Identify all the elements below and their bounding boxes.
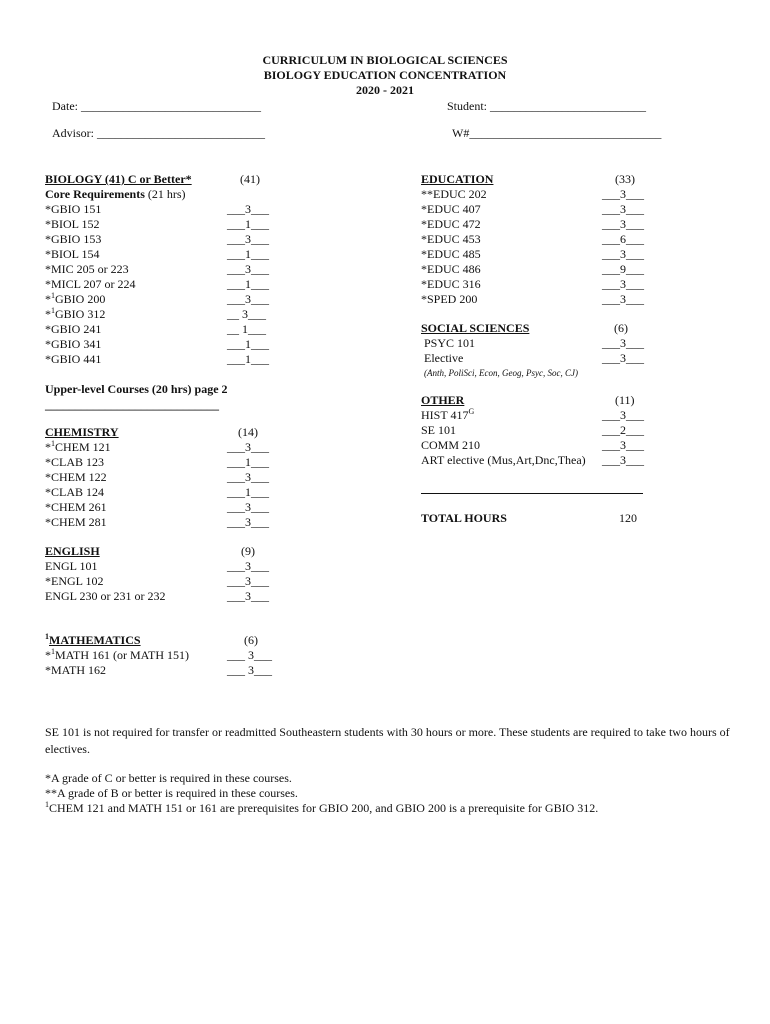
date-field[interactable]: Date: ______________________________: [52, 99, 261, 113]
course-label: *GBIO 241: [45, 322, 102, 336]
course-prefix: *: [45, 292, 51, 306]
course-name: [421, 408, 474, 422]
course-row: [421, 217, 661, 232]
course-label: GBIO 200: [55, 292, 106, 306]
course-name: [45, 589, 166, 603]
other-course-list: [421, 408, 661, 468]
credit-entry[interactable]: ___1___: [227, 485, 269, 499]
mathematics-total: (6): [244, 633, 258, 647]
course-label: CHEM 121: [55, 440, 111, 454]
course-name: [421, 438, 480, 452]
course-name: [45, 500, 107, 514]
course-label: *EDUC 453: [421, 232, 481, 246]
course-name: [45, 648, 189, 662]
course-label: HIST 417: [421, 408, 469, 422]
course-name: [421, 336, 475, 350]
education-total: (33): [615, 172, 635, 186]
biology-section: [45, 172, 285, 413]
course-row: [421, 292, 661, 307]
document-title: [0, 53, 770, 98]
course-row: [421, 247, 661, 262]
course-label: *CHEM 281: [45, 515, 107, 529]
social-sciences-total: (6): [614, 321, 628, 335]
course-label: SE 101: [421, 423, 457, 437]
course-row: [45, 589, 285, 604]
course-label: *CHEM 261: [45, 500, 107, 514]
course-row: [45, 292, 285, 307]
course-label: *EDUC 486: [421, 262, 481, 276]
course-label: *GBIO 153: [45, 232, 102, 246]
mathematics-heading-superscript: 1: [45, 632, 49, 641]
course-row: [421, 187, 661, 202]
credit-entry[interactable]: ___3___: [227, 574, 269, 588]
credit-entry[interactable]: ___3___: [602, 202, 644, 216]
credit-entry[interactable]: __ 1___: [227, 322, 266, 336]
course-name: [45, 663, 106, 677]
chemistry-course-list: [45, 440, 285, 530]
credit-entry[interactable]: ___3___: [227, 292, 269, 306]
course-name: [45, 352, 101, 366]
course-name: [45, 277, 136, 291]
course-label: *MATH 162: [45, 663, 107, 677]
credit-entry[interactable]: ___3___: [602, 408, 644, 422]
course-label: GBIO 312: [55, 307, 106, 321]
title-line-1: CURRICULUM IN BIOLOGICAL SCIENCES: [262, 53, 508, 67]
course-name: [45, 292, 105, 306]
course-name: [421, 277, 481, 291]
course-label: *GBIO 151: [45, 202, 102, 216]
course-label: *BIOL 152: [45, 217, 100, 231]
course-superscript: 1: [51, 439, 55, 448]
course-prefix: *: [45, 440, 51, 454]
course-row: [45, 322, 285, 337]
prerequisite-text: CHEM 121 and MATH 151 or 161 are prerequisites for GBIO 200, and GBIO 200 is a prerequisite for GBIO 312.: [49, 801, 599, 815]
credit-entry[interactable]: ___3___: [602, 292, 644, 306]
biology-course-list: [45, 202, 285, 367]
advisor-field[interactable]: Advisor: ____________________________: [52, 126, 265, 140]
mathematics-section: [45, 633, 285, 678]
course-name: [45, 232, 101, 246]
grade-b-note: **A grade of B or better is required in these courses.: [45, 786, 298, 800]
course-label: Elective: [424, 351, 464, 365]
credit-entry[interactable]: ___1___: [227, 352, 269, 366]
credit-entry[interactable]: ___1___: [227, 217, 269, 231]
upper-level-entry-line[interactable]: _____________________________: [45, 398, 219, 412]
course-label: *ENGL 102: [45, 574, 104, 588]
course-name: [45, 515, 107, 529]
course-row: [45, 232, 285, 247]
course-label: *GBIO 441: [45, 352, 102, 366]
course-label: *CLAB 124: [45, 485, 105, 499]
course-row: [45, 500, 285, 515]
course-row: [45, 217, 285, 232]
course-row: [45, 337, 285, 352]
credit-entry[interactable]: ___6___: [602, 232, 644, 246]
biology-total: (41): [240, 172, 260, 186]
course-row: [421, 262, 661, 277]
education-section: [421, 172, 661, 307]
course-name: [45, 247, 100, 261]
course-prefix: *: [45, 648, 51, 662]
credit-entry[interactable]: ___1___: [227, 277, 269, 291]
course-row: [45, 247, 285, 262]
course-row: [45, 455, 285, 470]
credit-entry[interactable]: ___3___: [227, 440, 269, 454]
course-label: COMM 210: [421, 438, 481, 452]
course-superscript: 1: [51, 306, 55, 315]
course-name: [45, 217, 100, 231]
se101-note: SE 101 is not required for transfer or readmitted Southeastern students with 30 hours or more. These students are required to take two hours of electives.: [45, 725, 730, 756]
course-name: [421, 292, 477, 306]
course-row: [421, 232, 661, 247]
course-name: [421, 187, 487, 201]
biology-heading: BIOLOGY (41) C or Better*: [45, 172, 192, 186]
course-name: [45, 455, 104, 469]
course-name: [421, 262, 481, 276]
course-label: **EDUC 202: [421, 187, 487, 201]
course-prefix: *: [45, 307, 51, 321]
education-course-list: [421, 187, 661, 307]
credit-entry[interactable]: ___3___: [602, 187, 644, 201]
course-row: [45, 648, 285, 663]
course-row: [45, 440, 285, 455]
credit-entry[interactable]: ___3___: [227, 559, 269, 573]
core-requirements-hours: (21 hrs): [144, 187, 186, 201]
course-name: [421, 247, 481, 261]
course-name: [45, 559, 98, 573]
academic-year: 2020 - 2021: [356, 83, 414, 97]
credit-entry[interactable]: ___3___: [227, 470, 269, 484]
course-row: [45, 515, 285, 530]
course-label: ART elective (Mus,Art,Dnc,Thea): [421, 453, 586, 467]
course-row: [421, 408, 661, 423]
course-label: *EDUC 472: [421, 217, 481, 231]
credit-entry[interactable]: ___3___: [227, 232, 269, 246]
chemistry-section: [45, 425, 285, 530]
course-row: [45, 262, 285, 277]
course-row: [421, 351, 661, 366]
course-name: [421, 217, 481, 231]
course-row: [421, 202, 661, 217]
course-row: [421, 423, 661, 438]
other-total: (11): [615, 393, 635, 407]
course-name: [421, 202, 481, 216]
course-label: *MICL 207 or 224: [45, 277, 136, 291]
chemistry-total: (14): [238, 425, 258, 439]
other-section: [421, 393, 661, 468]
course-label: *SPED 200: [421, 292, 478, 306]
course-row: [45, 470, 285, 485]
social-sciences-heading: SOCIAL SCIENCES: [421, 321, 530, 335]
credit-entry[interactable]: ___3___: [602, 247, 644, 261]
credit-entry[interactable]: ___3___: [227, 202, 269, 216]
course-name: [45, 470, 107, 484]
upper-level-label: Upper-level Courses (20 hrs) page 2: [45, 382, 228, 396]
credit-entry[interactable]: ___3___: [602, 217, 644, 231]
course-name: [45, 202, 101, 216]
total-hours-value: 120: [619, 511, 637, 525]
course-row: [45, 352, 285, 367]
course-row: [45, 574, 285, 589]
mathematics-heading: MATHEMATICS: [49, 633, 141, 647]
total-divider: [421, 493, 643, 494]
course-name: [421, 423, 456, 437]
course-row: [421, 277, 661, 292]
course-label: ENGL 101: [45, 559, 98, 573]
english-section: [45, 544, 285, 604]
credit-entry[interactable]: ___3___: [602, 438, 644, 452]
prerequisite-note: [45, 801, 598, 816]
english-course-list: [45, 559, 285, 604]
course-name: [45, 337, 101, 351]
credit-entry[interactable]: ___1___: [227, 247, 269, 261]
course-label: MATH 161 (or MATH 151): [55, 648, 189, 662]
course-row: [421, 453, 661, 468]
prerequisite-superscript: 1: [45, 800, 49, 809]
credit-entry[interactable]: ___2___: [602, 423, 644, 437]
course-superscript: 1: [51, 291, 55, 300]
title-line-2: BIOLOGY EDUCATION CONCENTRATION: [263, 68, 507, 82]
course-name: [45, 574, 104, 588]
course-name: [45, 322, 101, 336]
course-superscript: 1: [51, 647, 55, 656]
social-sciences-course-list: [421, 336, 661, 366]
course-row: [45, 202, 285, 217]
w-number-field[interactable]: W#________________________________: [452, 126, 662, 140]
course-name: [45, 262, 129, 276]
course-label: *EDUC 316: [421, 277, 481, 291]
other-heading: OTHER: [421, 393, 465, 407]
course-row: [45, 277, 285, 292]
course-superscript: G: [468, 407, 475, 416]
course-row: [421, 438, 661, 453]
course-name: [45, 485, 104, 499]
mathematics-course-list: [45, 648, 285, 678]
chemistry-heading: CHEMISTRY: [45, 425, 119, 439]
credit-entry[interactable]: ___9___: [602, 262, 644, 276]
credit-entry[interactable]: ___3___: [227, 262, 269, 276]
core-requirements-label: Core Requirements: [45, 187, 145, 201]
course-label: *MIC 205 or 223: [45, 262, 129, 276]
credit-entry[interactable]: ___ 3___: [227, 648, 272, 662]
course-name: [45, 440, 111, 454]
course-label: *CHEM 122: [45, 470, 107, 484]
course-row: [45, 663, 285, 678]
credit-entry[interactable]: ___3___: [602, 351, 644, 365]
credit-entry[interactable]: ___3___: [227, 589, 269, 603]
english-total: (9): [241, 544, 255, 558]
credit-entry[interactable]: __ 3___: [227, 307, 266, 321]
course-name: [421, 453, 586, 467]
credit-entry[interactable]: ___3___: [602, 336, 644, 350]
course-label: *EDUC 485: [421, 247, 481, 261]
course-label: ENGL 230 or 231 or 232: [45, 589, 166, 603]
course-label: *GBIO 341: [45, 337, 102, 351]
course-row: [45, 559, 285, 574]
total-hours-row: [421, 511, 661, 526]
student-field[interactable]: Student: __________________________: [447, 99, 647, 113]
course-label: *EDUC 407: [421, 202, 481, 216]
course-name: [421, 232, 481, 246]
credit-entry[interactable]: ___ 3___: [227, 663, 272, 677]
credit-entry[interactable]: ___3___: [602, 277, 644, 291]
grade-c-note: *A grade of C or better is required in these courses.: [45, 771, 292, 785]
course-row: [45, 307, 285, 322]
credit-entry[interactable]: ___1___: [227, 337, 269, 351]
credit-entry[interactable]: ___3___: [227, 500, 269, 514]
social-sciences-note: (Anth, PoliSci, Econ, Geog, Psyc, Soc, CJ): [424, 368, 578, 378]
course-label: *CLAB 123: [45, 455, 105, 469]
course-row: [421, 336, 661, 351]
credit-entry[interactable]: ___3___: [602, 453, 644, 467]
course-row: [45, 485, 285, 500]
course-label: *BIOL 154: [45, 247, 100, 261]
credit-entry[interactable]: ___3___: [227, 515, 269, 529]
total-hours-label: TOTAL HOURS: [421, 511, 507, 525]
course-name: [421, 351, 463, 365]
english-heading: ENGLISH: [45, 544, 100, 558]
credit-entry[interactable]: ___1___: [227, 455, 269, 469]
course-name: [45, 307, 105, 321]
education-heading: EDUCATION: [421, 172, 494, 186]
social-sciences-section: [421, 321, 661, 380]
course-label: PSYC 101: [424, 336, 476, 350]
